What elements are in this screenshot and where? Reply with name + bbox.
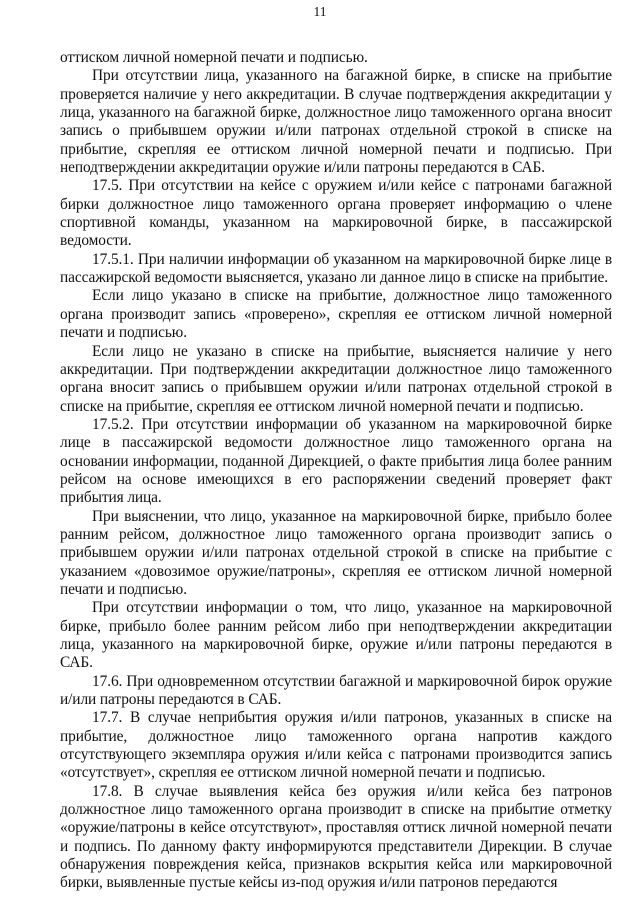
paragraph: 17.5.1. При наличии информации об указанном на маркировочной бирке лице в пассажирской ведомости выясняется, указано ли данное лицо в списке на прибытие. [60, 250, 612, 287]
paragraph: При выяснении, что лицо, указанное на маркировочной бирке, прибыло более ранним рейсом, должностное лицо таможенного органа производит запись о прибывшем оружии и/или патронах отдельной строкой в списке на прибытие с указанием «довозимое оружие/патроны», скрепляя ее оттиском личной номерной печати и подписью. [60, 507, 612, 598]
paragraph: Если лицо указано в списке на прибытие, должностное лицо таможенного органа производит запись «проверено», скрепляя ее оттиском личной номерной печати и подписью. [60, 287, 612, 342]
paragraph: Если лицо не указано в списке на прибытие, выясняется наличие у него аккредитации. При подтверждении аккредитации должностное лицо таможенного органа вносит запись о прибывшем оружии и/или патронах отдельной строкой в списке на прибытие, скрепляя ее оттиском личной номерной печати и подписью. [60, 342, 612, 415]
paragraph: 17.7. В случае неприбытия оружия и/или патронов, указанных в списке на прибытие, должностное лицо таможенного органа напротив каждого отсутствующего экземпляра оружия и/или кейса с патронами производится запись «отсутствует», скрепляя ее оттиском личной номерной печати и подписью. [60, 709, 612, 782]
paragraph: При отсутствии лица, указанного на багажной бирке, в списке на прибытие проверяется наличие у него аккредитации. В случае подтверждения аккредитации у лица, указанного на багажной бирке, должностное лицо таможенного органа вносит запись о прибывшем оружии и/или патронах отдельной строкой в списке на прибытие, скрепляя ее оттиском личной номерной печати и подписью. При неподтверждении аккредитации оружие и/или патроны передаются в САБ. [60, 67, 612, 177]
paragraph: 17.8. В случае выявления кейса без оружия и/или кейса без патронов должностное лицо таможенного органа производит в списке на прибытие отметку «оружие/патроны в кейсе отсутствуют», проставляя оттиск личной номерной печати и подпись. По данному факту информируются представители Дирекции. В случае обнаружения повреждения кейса, признаков вскрытия кейса или маркировочной бирки, выявленные пустые кейсы из-под оружия и/или патронов передаются [60, 782, 612, 892]
paragraph: 17.5. При отсутствии на кейсе с оружием и/или кейсе с патронами багажной бирки должностное лицо таможенного органа проверяет информацию о члене спортивной команды, указанном на маркировочной бирке, в пассажирской ведомости. [60, 177, 612, 250]
paragraph: При отсутствии информации о том, что лицо, указанное на маркировочной бирке, прибыло более ранним рейсом либо при неподтверждении аккредитации лица, указанного на маркировочной бирке, оружие и/или патроны передаются в САБ. [60, 599, 612, 672]
paragraph: 17.6. При одновременном отсутствии багажной и маркировочной бирок оружие и/или патроны передаются в САБ. [60, 672, 612, 709]
paragraph: оттиском личной номерной печати и подписью. [60, 49, 368, 66]
page-number: 11 [313, 4, 327, 19]
document-body [60, 49, 612, 893]
paragraph: 17.5.2. При отсутствии информации об указанном на маркировочной бирке лице в пассажирской ведомости должностное лицо таможенного органа на основании информации, поданной Дирекцией, о факте прибытия лица более ранним рейсом на основе имеющихся в его распоряжении сведений проверяет факт прибытия лица. [60, 415, 612, 507]
